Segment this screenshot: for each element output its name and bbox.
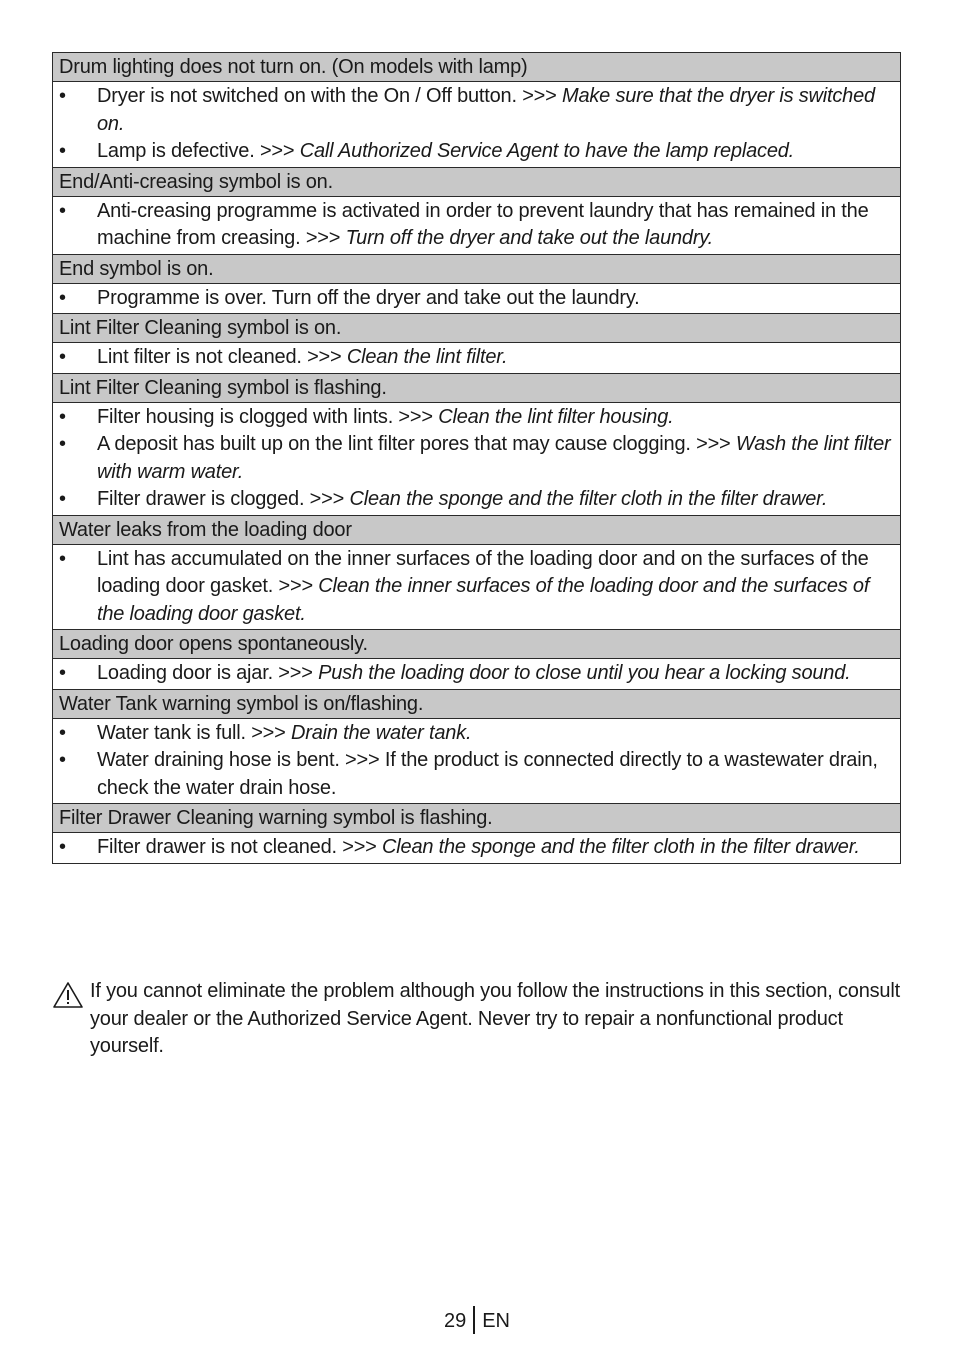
cause-text: Lint has accumulated on the inner surfaces of the loading door and on the surfaces of the loading door gasket. >>> bbox=[97, 547, 869, 597]
problem-causes bbox=[53, 545, 900, 631]
remedy-text: Drain the water tank. bbox=[291, 721, 472, 744]
bullet-mark: • bbox=[59, 836, 66, 858]
problem-heading: Lint Filter Cleaning symbol is on. bbox=[53, 314, 900, 343]
cause-item bbox=[53, 344, 894, 372]
bullet-mark: • bbox=[59, 85, 66, 107]
problem-causes bbox=[53, 659, 900, 690]
problem-heading: Water Tank warning symbol is on/flashing. bbox=[53, 690, 900, 719]
cause-item bbox=[53, 834, 894, 862]
problem-causes bbox=[53, 719, 900, 805]
cause-text: Loading door is ajar. >>> bbox=[97, 662, 319, 684]
problem-heading: End/Anti-creasing symbol is on. bbox=[53, 168, 900, 197]
cause-item bbox=[53, 720, 894, 748]
cause-text: Lint filter is not cleaned. >>> bbox=[97, 346, 347, 368]
cause-text: Anti-creasing programme is activated in order to prevent laundry that has remained in the machine from creasing. >>> bbox=[97, 199, 869, 249]
problem-heading: Loading door opens spontaneously. bbox=[53, 630, 900, 659]
warning-note bbox=[52, 978, 901, 1061]
remedy-text: Clean the sponge and the filter cloth in the filter drawer. bbox=[349, 488, 828, 510]
problem-heading: Drum lighting does not turn on. (On models with lamp) bbox=[53, 53, 900, 82]
remedy-text: Clean the lint filter housing. bbox=[438, 405, 674, 428]
problem-section bbox=[53, 374, 900, 516]
bullet-mark: • bbox=[59, 721, 66, 744]
cause-item bbox=[53, 83, 894, 138]
remedy-text: Turn off the dryer and take out the laundry. bbox=[345, 227, 713, 249]
problem-section bbox=[53, 168, 900, 255]
remedy-text: Clean the inner surfaces of the loading door and the surfaces of the loading door gasket. bbox=[97, 575, 870, 625]
problem-causes bbox=[53, 82, 900, 168]
cause-item bbox=[53, 546, 894, 629]
remedy-text: Push the loading door to close until you hear a locking sound. bbox=[318, 662, 851, 684]
remedy-text: Call Authorized Service Agent to have the lamp replaced. bbox=[299, 140, 795, 162]
cause-item bbox=[53, 660, 894, 688]
problem-section bbox=[53, 690, 900, 805]
bullet-mark: • bbox=[59, 199, 66, 222]
problem-section bbox=[53, 314, 900, 374]
remedy-text: Make sure that the dryer is switched on. bbox=[97, 85, 875, 135]
cause-text: Filter drawer is clogged. >>> bbox=[97, 488, 350, 510]
cause-text: Lamp is defective. >>> bbox=[97, 140, 300, 162]
remedy-text: Wash the lint filter with warm water. bbox=[97, 433, 891, 483]
language-code: EN bbox=[482, 1310, 511, 1332]
problem-causes bbox=[53, 284, 900, 315]
bullet-mark: • bbox=[59, 547, 66, 570]
warning-triangle-icon bbox=[52, 981, 84, 1009]
problem-causes bbox=[53, 197, 900, 255]
bullet-mark: • bbox=[59, 346, 66, 368]
problem-causes bbox=[53, 833, 900, 863]
problem-section bbox=[53, 516, 900, 631]
cause-text: Dryer is not switched on with the On / Off button. >>> bbox=[97, 85, 562, 107]
remedy-text: Clean the sponge and the filter cloth in the filter drawer. bbox=[382, 836, 860, 858]
problem-section bbox=[53, 804, 900, 863]
page-footer bbox=[0, 1306, 954, 1336]
problem-heading: Lint Filter Cleaning symbol is flashing. bbox=[53, 374, 900, 403]
problem-heading: End symbol is on. bbox=[53, 255, 900, 284]
cause-item bbox=[53, 404, 894, 432]
cause-item bbox=[53, 198, 894, 253]
bullet-mark: • bbox=[59, 488, 66, 510]
problem-heading: Water leaks from the loading door bbox=[53, 516, 900, 545]
problem-section bbox=[53, 53, 900, 168]
troubleshooting-table bbox=[52, 52, 901, 864]
problem-heading: Filter Drawer Cleaning warning symbol is flashing. bbox=[53, 804, 900, 833]
remedy-text: Clean the lint filter. bbox=[346, 346, 508, 368]
cause-text: Water tank is full. >>> bbox=[97, 721, 291, 744]
bullet-mark: • bbox=[59, 286, 66, 309]
bullet-mark: • bbox=[59, 405, 66, 428]
cause-text: Water draining hose is bent. >>> If the product is connected directly to a wastewater drain, check the water drain hose. bbox=[97, 749, 878, 799]
bullet-mark: • bbox=[59, 662, 66, 684]
bullet-mark: • bbox=[59, 140, 66, 162]
cause-text: Filter drawer is not cleaned. >>> bbox=[97, 836, 383, 858]
cause-item bbox=[53, 486, 894, 514]
warning-note-text: If you cannot eliminate the problem although you follow the instructions in this section, consult your dealer or the Authorized Service Agent. Never try to repair a nonfunctional product yourself. bbox=[90, 980, 900, 1057]
page-number: 29 bbox=[443, 1310, 467, 1332]
cause-item bbox=[53, 747, 894, 802]
cause-item bbox=[53, 285, 894, 313]
problem-section bbox=[53, 255, 900, 315]
cause-text: A deposit has built up on the lint filter pores that may cause clogging. >>> bbox=[97, 433, 736, 455]
cause-text: Filter housing is clogged with lints. >>> bbox=[97, 405, 439, 428]
problem-causes bbox=[53, 343, 900, 374]
cause-item bbox=[53, 138, 894, 166]
bullet-mark: • bbox=[59, 433, 66, 455]
problem-causes bbox=[53, 403, 900, 516]
cause-item bbox=[53, 431, 894, 486]
problem-section bbox=[53, 630, 900, 690]
footer-separator bbox=[473, 1306, 475, 1334]
bullet-mark: • bbox=[59, 749, 66, 771]
cause-text: Programme is over. Turn off the dryer and take out the laundry. bbox=[97, 286, 640, 309]
